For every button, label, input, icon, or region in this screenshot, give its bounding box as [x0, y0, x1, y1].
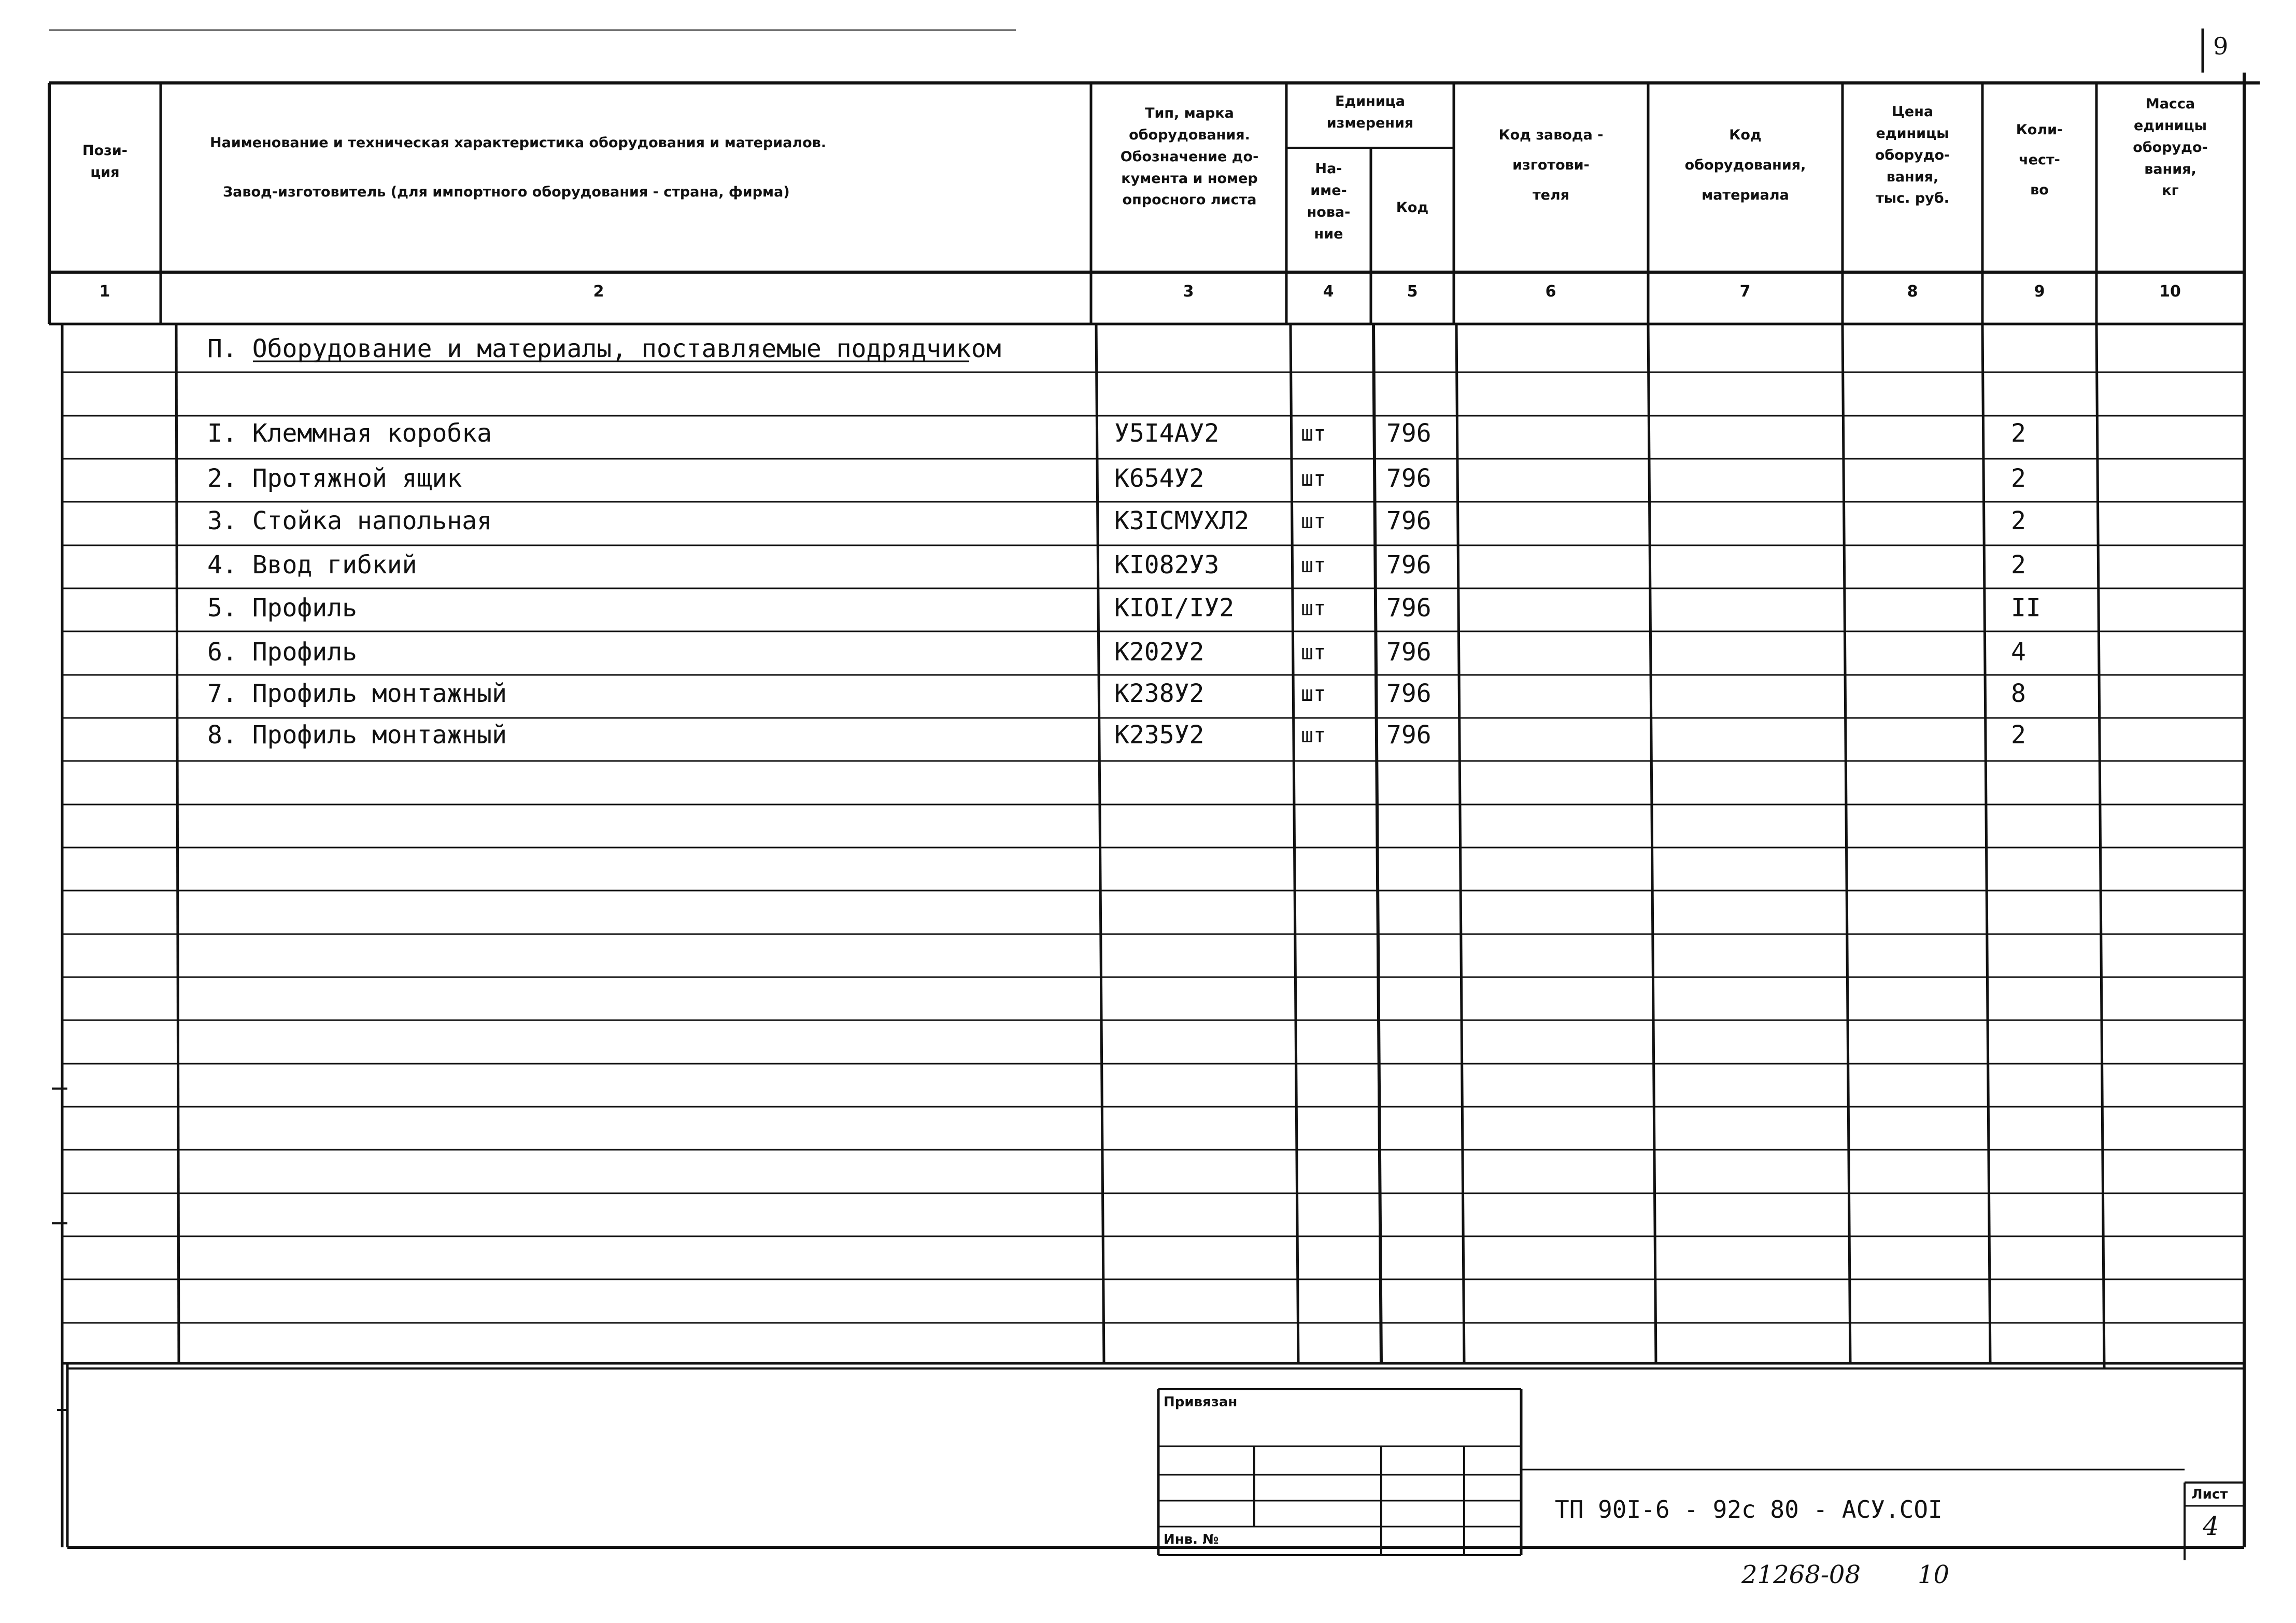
table-row	[0, 551, 2296, 582]
table-row	[0, 464, 2296, 495]
table-row	[0, 638, 2296, 669]
item-name: 7. Профиль монтажный	[207, 679, 507, 708]
column-number-1: 1	[99, 283, 110, 301]
item-unit: шт	[1301, 422, 1326, 446]
table-row	[0, 594, 2296, 625]
item-unit: шт	[1301, 597, 1326, 620]
header-quantity: Коли- чест- во	[2016, 122, 2063, 199]
item-quantity: 4	[2011, 638, 2026, 667]
sheet-label: Лист	[2191, 1487, 2228, 1502]
archive-number: 21268-08	[1741, 1560, 1861, 1589]
column-number-3: 3	[1183, 283, 1194, 301]
item-unit: шт	[1301, 510, 1326, 533]
item-unit-code: 796	[1386, 638, 1432, 667]
sheet-value: 4	[2203, 1511, 2219, 1541]
item-quantity: 2	[2011, 464, 2026, 493]
item-name: 2. Протяжной ящик	[207, 464, 462, 493]
item-name: I. Клеммная коробка	[207, 419, 492, 448]
sheet-number-top: 9	[2213, 32, 2229, 60]
item-quantity: 2	[2011, 721, 2026, 750]
item-quantity: 2	[2011, 551, 2026, 580]
item-quantity: 8	[2011, 679, 2026, 708]
column-number-8: 8	[1907, 283, 1918, 301]
item-quantity: 2	[2011, 506, 2026, 535]
item-name: 5. Профиль	[207, 594, 357, 623]
item-unit: шт	[1301, 467, 1326, 491]
item-type: КIOI/IУ2	[1114, 594, 1235, 623]
column-number-6: 6	[1545, 283, 1556, 301]
item-type: К238У2	[1114, 679, 1204, 708]
item-type: К654У2	[1114, 464, 1204, 493]
item-type: У5I4АУ2	[1114, 419, 1220, 448]
item-type: К202У2	[1114, 638, 1204, 667]
item-unit: шт	[1301, 682, 1326, 706]
table-row	[0, 419, 2296, 450]
item-unit: шт	[1301, 554, 1326, 577]
item-type: К235У2	[1114, 721, 1204, 750]
page-number: 10	[1918, 1560, 1950, 1589]
section-title: П. Оборудование и материалы, поставляемые подрядчиком	[207, 334, 1001, 363]
header-name-line1: Наименование и техническая характеристика оборудования и материалов.	[210, 135, 827, 151]
column-number-9: 9	[2034, 283, 2045, 301]
item-type: КI082У3	[1114, 551, 1220, 580]
header-unit-code: Код	[1396, 200, 1429, 216]
column-number-4: 4	[1323, 283, 1334, 301]
header-position: Пози- ция	[82, 143, 127, 180]
column-number-7: 7	[1739, 283, 1751, 301]
item-type: К3IСМУХЛ2	[1114, 506, 1250, 535]
item-name: 4. Ввод гибкий	[207, 551, 417, 580]
item-unit-code: 796	[1386, 721, 1432, 750]
item-unit: шт	[1301, 641, 1326, 665]
item-unit-code: 796	[1386, 419, 1432, 448]
item-unit-code: 796	[1386, 551, 1432, 580]
item-unit-code: 796	[1386, 594, 1432, 623]
table-row	[0, 506, 2296, 538]
column-number-10: 10	[2159, 283, 2181, 301]
item-name: 8. Профиль монтажный	[207, 721, 507, 750]
item-quantity: 2	[2011, 419, 2026, 448]
header-name-line2: Завод-изготовитель (для импортного оборудования - страна, фирма)	[223, 184, 790, 200]
document-code: ТП 90I-6 - 92с 80 - АСУ.COI	[1555, 1495, 1943, 1523]
header-unit: Единица измерения	[1326, 93, 1414, 131]
table-row	[0, 679, 2296, 710]
bound-label: Привязан	[1164, 1394, 1238, 1410]
item-unit-code: 796	[1386, 506, 1432, 535]
header-factory-code: Код завода - изготови- теля	[1498, 127, 1604, 204]
header-type: Тип, марка оборудования. Обозначение до- кумента и номер опросного листа	[1120, 105, 1259, 208]
item-unit-code: 796	[1386, 679, 1432, 708]
header-unit-price: Цена единицы оборудо- вания, тыс. руб.	[1875, 104, 1950, 207]
header-unit-mass: Масса единицы оборудо- вания, кг	[2133, 96, 2208, 199]
item-unit-code: 796	[1386, 464, 1432, 493]
item-unit: шт	[1301, 724, 1326, 747]
column-number-2: 2	[593, 283, 604, 301]
item-quantity: II	[2011, 594, 2041, 623]
header-equipment-code: Код оборудования, материала	[1684, 127, 1806, 204]
header-unit-name: На- име- нова- ние	[1307, 161, 1351, 242]
item-name: 3. Стойка напольная	[207, 506, 492, 535]
item-name: 6. Профиль	[207, 638, 357, 667]
inventory-number-label: Инв. №	[1164, 1532, 1219, 1547]
column-number-5: 5	[1407, 283, 1418, 301]
table-row	[0, 721, 2296, 752]
